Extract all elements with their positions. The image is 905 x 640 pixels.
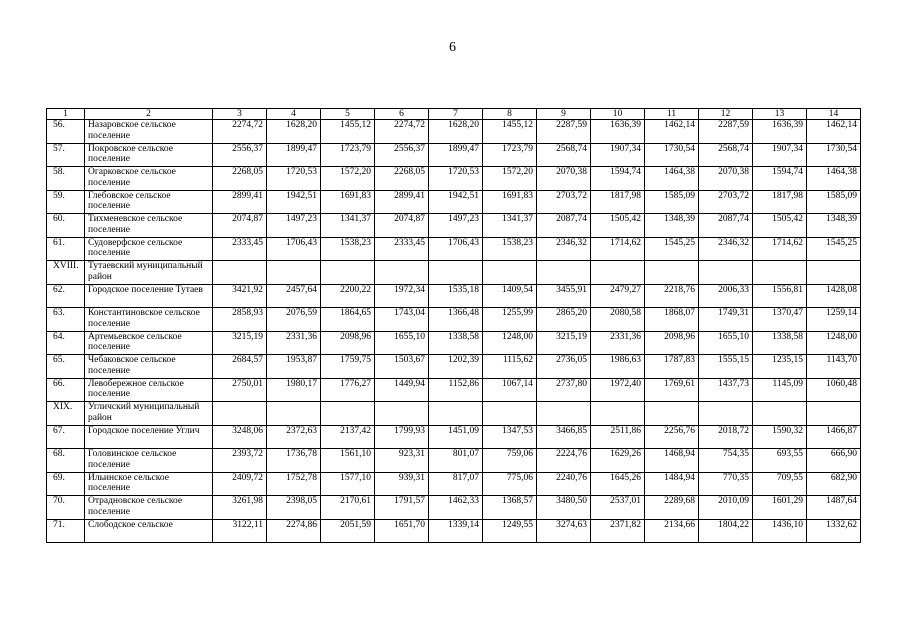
tariff-value: 1505,42 (591, 214, 645, 238)
tariff-value (267, 402, 321, 426)
tariff-value: 3421,92 (213, 284, 267, 308)
tariff-value (537, 261, 591, 285)
tariff-value: 2568,74 (699, 143, 753, 167)
tariff-value: 1341,37 (483, 214, 537, 238)
row-number: 58. (47, 167, 85, 191)
table-row (47, 519, 861, 543)
tariff-value: 2010,09 (699, 496, 753, 520)
settlement-name: Головинское сельское поселение (85, 449, 213, 473)
tariff-value: 1464,38 (645, 167, 699, 191)
tariff-value: 2371,82 (591, 519, 645, 543)
tariff-value: 3215,19 (537, 331, 591, 355)
table-row (47, 425, 861, 449)
table-row (47, 261, 861, 285)
tariff-value: 1636,39 (591, 120, 645, 144)
tariff-value: 1899,47 (429, 143, 483, 167)
tariff-value: 1628,20 (429, 120, 483, 144)
tariff-value: 2074,87 (375, 214, 429, 238)
tariff-value: 1535,18 (429, 284, 483, 308)
column-header: 4 (267, 109, 321, 120)
tariff-value: 1590,32 (753, 425, 807, 449)
tariff-value: 2268,05 (213, 167, 267, 191)
tariff-value (537, 402, 591, 426)
row-number: 64. (47, 331, 85, 355)
settlement-name: Огарковское сельское поселение (85, 167, 213, 191)
tariff-value: 1585,09 (645, 190, 699, 214)
settlement-name: Назаровское сельское поселение (85, 120, 213, 144)
tariff-value: 2274,86 (267, 519, 321, 543)
tariff-value: 1428,08 (807, 284, 861, 308)
column-header: 8 (483, 109, 537, 120)
tariff-value: 1706,43 (429, 237, 483, 261)
tariff-value (429, 261, 483, 285)
tariff-value: 1555,15 (699, 355, 753, 379)
tariff-value: 1980,17 (267, 378, 321, 402)
tariff-value: 2556,37 (213, 143, 267, 167)
tariff-value: 2134,66 (645, 519, 699, 543)
tariff-value: 2333,45 (375, 237, 429, 261)
row-number: 62. (47, 284, 85, 308)
row-number: 56. (47, 120, 85, 144)
tariff-value: 1060,48 (807, 378, 861, 402)
tariff-value: 1202,39 (429, 355, 483, 379)
tariff-value: 2170,61 (321, 496, 375, 520)
tariff-value: 1799,93 (375, 425, 429, 449)
tariff-value: 1248,00 (807, 331, 861, 355)
tariff-value: 2018,72 (699, 425, 753, 449)
tariff-value: 1067,14 (483, 378, 537, 402)
tariff-value: 1347,53 (483, 425, 537, 449)
tariff-value: 2287,59 (699, 120, 753, 144)
tariff-value: 1942,51 (429, 190, 483, 214)
tariff-value: 2703,72 (537, 190, 591, 214)
tariff-value: 1503,67 (375, 355, 429, 379)
tariff-value: 759,06 (483, 449, 537, 473)
table-row (47, 355, 861, 379)
row-number: 66. (47, 378, 85, 402)
tariff-value: 1752,78 (267, 472, 321, 496)
tariff-value: 1332,62 (807, 519, 861, 543)
tariff-value: 1776,27 (321, 378, 375, 402)
settlement-name: Судоверфское сельское поселение (85, 237, 213, 261)
tariff-value: 1572,20 (483, 167, 537, 191)
tariff-value: 1455,12 (483, 120, 537, 144)
tariff-value (483, 402, 537, 426)
tariff-value: 1706,43 (267, 237, 321, 261)
tariff-value: 1585,09 (807, 190, 861, 214)
tariff-value: 1655,10 (699, 331, 753, 355)
tariff-value (375, 402, 429, 426)
table-row (47, 167, 861, 191)
tariff-value: 2070,38 (537, 167, 591, 191)
tariff-value: 1972,34 (375, 284, 429, 308)
tariff-value: 1899,47 (267, 143, 321, 167)
tariff-value (375, 261, 429, 285)
tariff-value: 2287,59 (537, 120, 591, 144)
tariff-value (591, 402, 645, 426)
tariff-value: 1594,74 (753, 167, 807, 191)
table-row (47, 120, 861, 144)
table-row (47, 449, 861, 473)
tariff-value: 1817,98 (591, 190, 645, 214)
table-body (47, 109, 861, 543)
tariff-value: 1487,64 (807, 496, 861, 520)
tariff-value: 2051,59 (321, 519, 375, 543)
tariff-value: 1691,83 (483, 190, 537, 214)
tariff-value: 1730,54 (645, 143, 699, 167)
tariff-value: 1723,79 (321, 143, 375, 167)
tariff-value: 2274,72 (213, 120, 267, 144)
tariff-value: 1409,54 (483, 284, 537, 308)
tariff-value: 2372,63 (267, 425, 321, 449)
tariff-value: 2333,45 (213, 237, 267, 261)
tariff-value (645, 402, 699, 426)
table-row (47, 143, 861, 167)
table-row (47, 331, 861, 355)
table-row (47, 284, 861, 308)
tariff-value (321, 261, 375, 285)
row-number: 60. (47, 214, 85, 238)
tariff-value: 2218,76 (645, 284, 699, 308)
table-row (47, 472, 861, 496)
tariff-value: 1723,79 (483, 143, 537, 167)
tariff-value: 2899,41 (213, 190, 267, 214)
tariff-value: 1143,70 (807, 355, 861, 379)
settlement-name: Слободское сельское (85, 519, 213, 543)
tariff-value (213, 402, 267, 426)
tariff-value: 1484,94 (645, 472, 699, 496)
tariff-table (46, 108, 861, 543)
tariff-value: 2268,05 (375, 167, 429, 191)
tariff-value: 2240,76 (537, 472, 591, 496)
tariff-value: 1468,94 (645, 449, 699, 473)
tariff-value: 2346,32 (699, 237, 753, 261)
tariff-value: 1449,94 (375, 378, 429, 402)
column-header: 9 (537, 109, 591, 120)
tariff-value: 1691,83 (321, 190, 375, 214)
settlement-name: Глебовское сельское поселение (85, 190, 213, 214)
tariff-value: 1497,23 (429, 214, 483, 238)
tariff-value (645, 261, 699, 285)
tariff-value: 1505,42 (753, 214, 807, 238)
tariff-value: 1497,23 (267, 214, 321, 238)
tariff-value: 682,90 (807, 472, 861, 496)
tariff-value: 1736,78 (267, 449, 321, 473)
tariff-value (699, 402, 753, 426)
tariff-value: 1907,34 (753, 143, 807, 167)
tariff-value: 2865,20 (537, 308, 591, 332)
tariff-value (807, 402, 861, 426)
settlement-name: Левобережное сельское поселение (85, 378, 213, 402)
header-row (47, 109, 861, 120)
tariff-value: 2346,32 (537, 237, 591, 261)
tariff-value: 2076,59 (267, 308, 321, 332)
column-header: 10 (591, 109, 645, 120)
column-header: 5 (321, 109, 375, 120)
tariff-value: 2137,42 (321, 425, 375, 449)
tariff-value: 1787,83 (645, 355, 699, 379)
tariff-value: 1759,75 (321, 355, 375, 379)
tariff-value: 939,31 (375, 472, 429, 496)
tariff-value: 1864,65 (321, 308, 375, 332)
row-number: XVIII. (47, 261, 85, 285)
table-row (47, 190, 861, 214)
tariff-value: 817,07 (429, 472, 483, 496)
settlement-name: Тутаевский муниципальный район (85, 261, 213, 285)
row-number: 69. (47, 472, 85, 496)
tariff-value: 693,55 (753, 449, 807, 473)
tariff-value: 2537,01 (591, 496, 645, 520)
settlement-name: Угличский муниципальный район (85, 402, 213, 426)
tariff-value (483, 261, 537, 285)
tariff-value: 2393,72 (213, 449, 267, 473)
table-row (47, 378, 861, 402)
tariff-value: 2479,27 (591, 284, 645, 308)
tariff-value: 2457,64 (267, 284, 321, 308)
table-row (47, 496, 861, 520)
tariff-value: 2899,41 (375, 190, 429, 214)
tariff-value: 1720,53 (429, 167, 483, 191)
tariff-value: 2684,57 (213, 355, 267, 379)
column-header: 14 (807, 109, 861, 120)
tariff-value: 2274,72 (375, 120, 429, 144)
row-number: 67. (47, 425, 85, 449)
tariff-value: 2074,87 (213, 214, 267, 238)
row-number: 59. (47, 190, 85, 214)
row-number: 70. (47, 496, 85, 520)
tariff-value: 2556,37 (375, 143, 429, 167)
tariff-value: 770,35 (699, 472, 753, 496)
table-row (47, 214, 861, 238)
row-number: 63. (47, 308, 85, 332)
tariff-value: 2511,86 (591, 425, 645, 449)
table-row (47, 237, 861, 261)
tariff-value: 1942,51 (267, 190, 321, 214)
tariff-value: 2200,22 (321, 284, 375, 308)
tariff-value: 2087,74 (537, 214, 591, 238)
tariff-value: 2736,05 (537, 355, 591, 379)
tariff-value: 1451,09 (429, 425, 483, 449)
tariff-value: 1366,48 (429, 308, 483, 332)
tariff-value: 2098,96 (321, 331, 375, 355)
tariff-value (753, 402, 807, 426)
table-row (47, 402, 861, 426)
tariff-value (591, 261, 645, 285)
tariff-value: 3455,91 (537, 284, 591, 308)
tariff-value: 1577,10 (321, 472, 375, 496)
tariff-value: 1248,00 (483, 331, 537, 355)
column-header: 7 (429, 109, 483, 120)
tariff-value: 666,90 (807, 449, 861, 473)
row-number: 65. (47, 355, 85, 379)
tariff-value: 1259,14 (807, 308, 861, 332)
column-header: 2 (85, 109, 213, 120)
tariff-value: 1986,63 (591, 355, 645, 379)
tariff-value: 2568,74 (537, 143, 591, 167)
tariff-value: 2703,72 (699, 190, 753, 214)
tariff-value: 1437,73 (699, 378, 753, 402)
settlement-name: Ильинское сельское поселение (85, 472, 213, 496)
tariff-value: 1348,39 (807, 214, 861, 238)
tariff-value: 2006,33 (699, 284, 753, 308)
tariff-value: 1462,14 (807, 120, 861, 144)
tariff-value: 1436,10 (753, 519, 807, 543)
tariff-value: 2858,93 (213, 308, 267, 332)
tariff-value: 1255,99 (483, 308, 537, 332)
tariff-value: 1868,07 (645, 308, 699, 332)
tariff-value: 3261,98 (213, 496, 267, 520)
settlement-name: Артемьевское сельское поселение (85, 331, 213, 355)
tariff-value: 1455,12 (321, 120, 375, 144)
tariff-value: 3215,19 (213, 331, 267, 355)
tariff-value: 2098,96 (645, 331, 699, 355)
tariff-value: 3466,85 (537, 425, 591, 449)
tariff-value: 1601,29 (753, 496, 807, 520)
tariff-value: 1462,14 (645, 120, 699, 144)
settlement-name: Константиновское сельское поселение (85, 308, 213, 332)
settlement-name: Покровское сельское поселение (85, 143, 213, 167)
tariff-value: 1953,87 (267, 355, 321, 379)
row-number: 57. (47, 143, 85, 167)
tariff-value: 2737,80 (537, 378, 591, 402)
tariff-value: 1655,10 (375, 331, 429, 355)
tariff-value: 1545,25 (807, 237, 861, 261)
tariff-value (321, 402, 375, 426)
tariff-value: 1629,26 (591, 449, 645, 473)
settlement-name: Тихменевское сельское поселение (85, 214, 213, 238)
tariff-value: 1368,57 (483, 496, 537, 520)
tariff-value: 2070,38 (699, 167, 753, 191)
tariff-value: 1464,38 (807, 167, 861, 191)
tariff-value: 1145,09 (753, 378, 807, 402)
tariff-value: 1348,39 (645, 214, 699, 238)
page-number: 6 (449, 40, 456, 55)
tariff-value: 923,31 (375, 449, 429, 473)
tariff-value: 1743,04 (375, 308, 429, 332)
tariff-value: 1561,10 (321, 449, 375, 473)
tariff-value: 1714,62 (591, 237, 645, 261)
column-header: 11 (645, 109, 699, 120)
tariff-value: 1730,54 (807, 143, 861, 167)
tariff-value: 1339,14 (429, 519, 483, 543)
column-header: 13 (753, 109, 807, 120)
row-number: 61. (47, 237, 85, 261)
tariff-value: 2750,01 (213, 378, 267, 402)
tariff-value: 1651,70 (375, 519, 429, 543)
tariff-value: 3122,11 (213, 519, 267, 543)
tariff-value: 2256,76 (645, 425, 699, 449)
tariff-value: 3248,06 (213, 425, 267, 449)
tariff-value: 1804,22 (699, 519, 753, 543)
tariff-value: 2409,72 (213, 472, 267, 496)
tariff-value: 1338,58 (429, 331, 483, 355)
tariff-value: 801,07 (429, 449, 483, 473)
tariff-value: 2331,36 (267, 331, 321, 355)
tariff-value: 3480,50 (537, 496, 591, 520)
tariff-value: 1152,86 (429, 378, 483, 402)
tariff-value: 1370,47 (753, 308, 807, 332)
tariff-value: 709,55 (753, 472, 807, 496)
tariff-value: 3274,63 (537, 519, 591, 543)
settlement-name: Отрадновское сельское поселение (85, 496, 213, 520)
tariff-value (267, 261, 321, 285)
tariff-value: 2087,74 (699, 214, 753, 238)
tariff-value: 1907,34 (591, 143, 645, 167)
row-number: XIX. (47, 402, 85, 426)
tariff-value: 1636,39 (753, 120, 807, 144)
tariff-value (699, 261, 753, 285)
tariff-value: 1817,98 (753, 190, 807, 214)
tariff-value (753, 261, 807, 285)
settlement-name: Городское поселение Углич (85, 425, 213, 449)
tariff-value: 775,06 (483, 472, 537, 496)
tariff-value: 1538,23 (321, 237, 375, 261)
tariff-value: 1720,53 (267, 167, 321, 191)
row-number: 71. (47, 519, 85, 543)
tariff-value: 1545,25 (645, 237, 699, 261)
tariff-value: 1556,81 (753, 284, 807, 308)
settlement-name: Чебаковское сельское поселение (85, 355, 213, 379)
tariff-value: 1235,15 (753, 355, 807, 379)
tariff-value: 1645,26 (591, 472, 645, 496)
table-row (47, 308, 861, 332)
tariff-value: 2289,68 (645, 496, 699, 520)
tariff-value: 1628,20 (267, 120, 321, 144)
tariff-value: 1594,74 (591, 167, 645, 191)
row-number: 68. (47, 449, 85, 473)
tariff-value: 1714,62 (753, 237, 807, 261)
tariff-value: 2080,58 (591, 308, 645, 332)
tariff-value: 1791,57 (375, 496, 429, 520)
tariff-value: 2331,36 (591, 331, 645, 355)
tariff-value: 1466,87 (807, 425, 861, 449)
tariff-value: 1249,55 (483, 519, 537, 543)
column-header: 1 (47, 109, 85, 120)
tariff-value: 1749,31 (699, 308, 753, 332)
column-header: 12 (699, 109, 753, 120)
tariff-value: 1462,33 (429, 496, 483, 520)
tariff-value: 2398,05 (267, 496, 321, 520)
tariff-value (429, 402, 483, 426)
tariff-value: 1338,58 (753, 331, 807, 355)
tariff-value: 1115,62 (483, 355, 537, 379)
tariff-value (213, 261, 267, 285)
tariff-value: 1769,61 (645, 378, 699, 402)
tariff-value: 2224,76 (537, 449, 591, 473)
tariff-value: 1341,37 (321, 214, 375, 238)
tariff-value: 1538,23 (483, 237, 537, 261)
column-header: 6 (375, 109, 429, 120)
settlement-name: Городское поселение Тутаев (85, 284, 213, 308)
tariff-value (807, 261, 861, 285)
tariff-value: 1572,20 (321, 167, 375, 191)
column-header: 3 (213, 109, 267, 120)
tariff-value: 1972,40 (591, 378, 645, 402)
tariff-value: 754,35 (699, 449, 753, 473)
